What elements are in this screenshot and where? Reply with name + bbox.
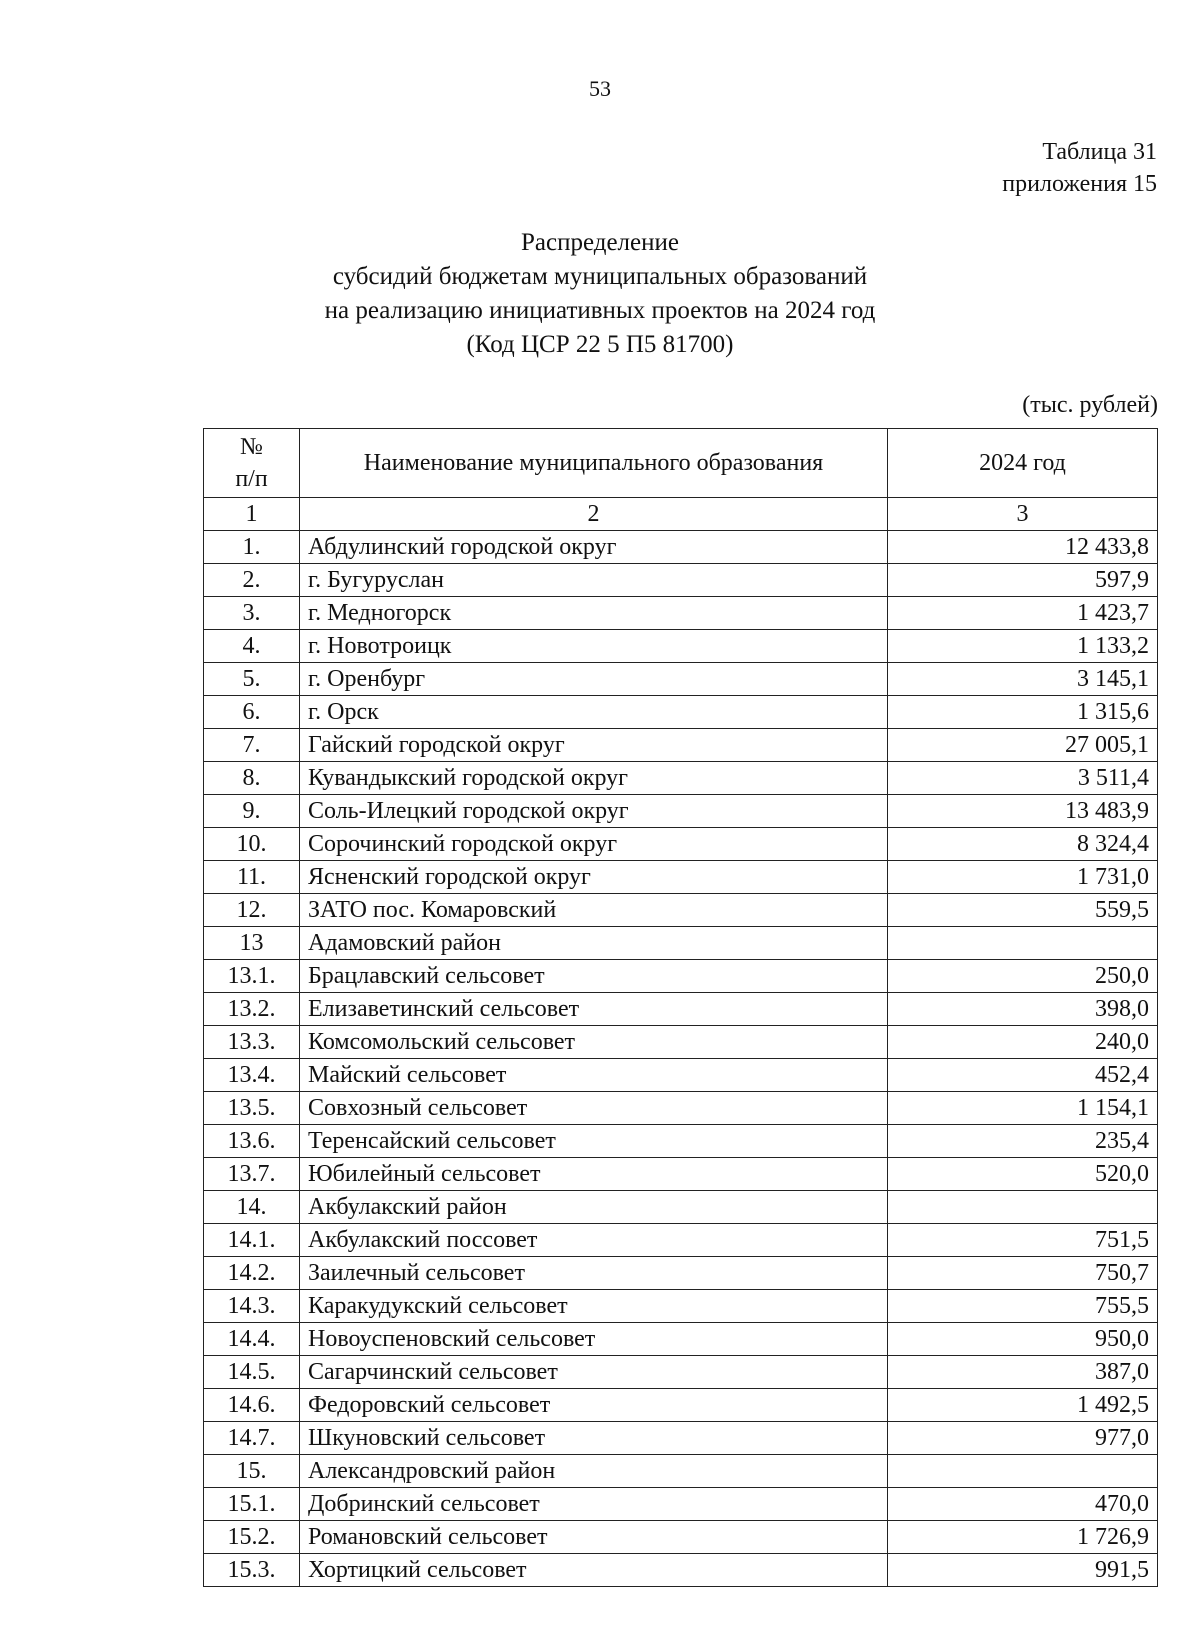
table-row [204, 894, 1158, 927]
row-number-cell: 13.1. [204, 960, 300, 993]
units-label: (тыс. рублей) [1022, 392, 1158, 418]
row-name-cell: Шкуновский сельсовет [300, 1422, 888, 1455]
row-value-cell: 250,0 [888, 960, 1158, 993]
row-value-cell: 991,5 [888, 1554, 1158, 1587]
table-header-row [204, 429, 1158, 498]
row-name-cell: г. Бугуруслан [300, 564, 888, 597]
table-row [204, 1224, 1158, 1257]
table-row [204, 762, 1158, 795]
row-value-cell: 750,7 [888, 1257, 1158, 1290]
row-value-cell: 8 324,4 [888, 828, 1158, 861]
header-num-abbrev: п/п [235, 466, 268, 492]
table-row [204, 1257, 1158, 1290]
column-number-1: 1 [204, 498, 300, 531]
row-number-cell: 6. [204, 696, 300, 729]
row-number-cell: 12. [204, 894, 300, 927]
table-row [204, 1521, 1158, 1554]
title-line-1: Распределение [521, 229, 679, 256]
title-line-3: на реализацию инициативных проектов на 2024 год [324, 297, 876, 324]
row-value-cell: 1 492,5 [888, 1389, 1158, 1422]
table-row [204, 1554, 1158, 1587]
row-number-cell: 14.4. [204, 1323, 300, 1356]
row-name-cell: Елизаветинский сельсовет [300, 993, 888, 1026]
row-value-cell: 1 133,2 [888, 630, 1158, 663]
row-value-cell: 27 005,1 [888, 729, 1158, 762]
table-row [204, 1290, 1158, 1323]
table-row [204, 630, 1158, 663]
table-row [204, 1092, 1158, 1125]
table-row [204, 1191, 1158, 1224]
row-number-cell: 13.6. [204, 1125, 300, 1158]
row-name-cell: Совхозный сельсовет [300, 1092, 888, 1125]
table-row [204, 993, 1158, 1026]
table-row [204, 1422, 1158, 1455]
row-value-cell: 3 511,4 [888, 762, 1158, 795]
row-name-cell: Хортицкий сельсовет [300, 1554, 888, 1587]
column-number-3: 3 [888, 498, 1158, 531]
row-name-cell: Гайский городской округ [300, 729, 888, 762]
row-value-cell: 398,0 [888, 993, 1158, 1026]
subsidy-table [203, 428, 1158, 1587]
row-name-cell: г. Новотроицк [300, 630, 888, 663]
row-value-cell: 452,4 [888, 1059, 1158, 1092]
table-row [204, 1125, 1158, 1158]
row-value-cell: 950,0 [888, 1323, 1158, 1356]
row-number-cell: 5. [204, 663, 300, 696]
row-name-cell: Заилечный сельсовет [300, 1257, 888, 1290]
row-value-cell: 597,9 [888, 564, 1158, 597]
table-row [204, 1059, 1158, 1092]
row-name-cell: Александровский район [300, 1455, 888, 1488]
row-name-cell: Майский сельсовет [300, 1059, 888, 1092]
row-name-cell: Соль-Илецкий городской округ [300, 795, 888, 828]
row-name-cell: ЗАТО пос. Комаровский [300, 894, 888, 927]
row-name-cell: Юбилейный сельсовет [300, 1158, 888, 1191]
table-row [204, 663, 1158, 696]
row-number-cell: 14.5. [204, 1356, 300, 1389]
table-row [204, 564, 1158, 597]
row-name-cell: Ясненский городской округ [300, 861, 888, 894]
title-line-2: субсидий бюджетам муниципальных образований [332, 263, 868, 290]
row-number-cell: 15.2. [204, 1521, 300, 1554]
row-value-cell: 1 315,6 [888, 696, 1158, 729]
table-row [204, 1455, 1158, 1488]
row-number-cell: 14.2. [204, 1257, 300, 1290]
table-row [204, 795, 1158, 828]
row-number-cell: 7. [204, 729, 300, 762]
row-value-cell: 977,0 [888, 1422, 1158, 1455]
row-value-cell: 12 433,8 [888, 531, 1158, 564]
row-name-cell: Добринский сельсовет [300, 1488, 888, 1521]
column-number-2: 2 [300, 498, 888, 531]
header-name-cell: Наименование муниципального образования [300, 429, 888, 498]
row-name-cell: Каракудукский сельсовет [300, 1290, 888, 1323]
row-name-cell: г. Орск [300, 696, 888, 729]
table-row [204, 927, 1158, 960]
title-line-4: (Код ЦСР 22 5 П5 81700) [466, 331, 734, 358]
row-name-cell: Федоровский сельсовет [300, 1389, 888, 1422]
row-value-cell: 470,0 [888, 1488, 1158, 1521]
row-number-cell: 4. [204, 630, 300, 663]
row-number-cell: 15. [204, 1455, 300, 1488]
row-name-cell: Акбулакский поссовет [300, 1224, 888, 1257]
table-row [204, 1026, 1158, 1059]
row-number-cell: 9. [204, 795, 300, 828]
row-value-cell: 1 423,7 [888, 597, 1158, 630]
header-num-cell [204, 429, 300, 498]
row-number-cell: 13.3. [204, 1026, 300, 1059]
row-number-cell: 13 [204, 927, 300, 960]
table-row [204, 696, 1158, 729]
table-label: Таблица 31 [1042, 139, 1157, 165]
row-number-cell: 1. [204, 531, 300, 564]
row-name-cell: Адамовский район [300, 927, 888, 960]
row-number-cell: 14.3. [204, 1290, 300, 1323]
row-value-cell [888, 1191, 1158, 1224]
table-row [204, 1488, 1158, 1521]
row-value-cell: 520,0 [888, 1158, 1158, 1191]
row-name-cell: Кувандыкский городской округ [300, 762, 888, 795]
row-number-cell: 13.4. [204, 1059, 300, 1092]
row-name-cell: г. Медногорск [300, 597, 888, 630]
document-title [0, 226, 1200, 362]
row-number-cell: 13.7. [204, 1158, 300, 1191]
header-year-cell: 2024 год [888, 429, 1158, 498]
row-number-cell: 14.7. [204, 1422, 300, 1455]
table-row [204, 1356, 1158, 1389]
row-number-cell: 13.5. [204, 1092, 300, 1125]
row-name-cell: Брацлавский сельсовет [300, 960, 888, 993]
row-name-cell: Новоуспеновский сельсовет [300, 1323, 888, 1356]
row-value-cell: 1 731,0 [888, 861, 1158, 894]
row-name-cell: Акбулакский район [300, 1191, 888, 1224]
row-number-cell: 8. [204, 762, 300, 795]
row-value-cell: 1 726,9 [888, 1521, 1158, 1554]
row-name-cell: Сорочинский городской округ [300, 828, 888, 861]
row-value-cell [888, 1455, 1158, 1488]
row-number-cell: 13.2. [204, 993, 300, 1026]
row-number-cell: 14.6. [204, 1389, 300, 1422]
table-row [204, 861, 1158, 894]
row-value-cell: 751,5 [888, 1224, 1158, 1257]
row-value-cell: 755,5 [888, 1290, 1158, 1323]
row-value-cell: 387,0 [888, 1356, 1158, 1389]
row-number-cell: 15.3. [204, 1554, 300, 1587]
row-name-cell: Сагарчинский сельсовет [300, 1356, 888, 1389]
row-value-cell: 1 154,1 [888, 1092, 1158, 1125]
page-number: 53 [589, 76, 611, 101]
table-row [204, 1158, 1158, 1191]
column-numbers-row [204, 498, 1158, 531]
table-row [204, 531, 1158, 564]
row-number-cell: 11. [204, 861, 300, 894]
row-value-cell: 559,5 [888, 894, 1158, 927]
row-number-cell: 3. [204, 597, 300, 630]
row-name-cell: Романовский сельсовет [300, 1521, 888, 1554]
row-name-cell: г. Оренбург [300, 663, 888, 696]
row-value-cell [888, 927, 1158, 960]
row-number-cell: 14.1. [204, 1224, 300, 1257]
table-row [204, 597, 1158, 630]
row-value-cell: 13 483,9 [888, 795, 1158, 828]
row-name-cell: Теренсайский сельсовет [300, 1125, 888, 1158]
table-row [204, 729, 1158, 762]
header-num-symbol: № [240, 434, 263, 460]
row-value-cell: 240,0 [888, 1026, 1158, 1059]
row-number-cell: 10. [204, 828, 300, 861]
row-number-cell: 14. [204, 1191, 300, 1224]
row-number-cell: 15.1. [204, 1488, 300, 1521]
row-value-cell: 3 145,1 [888, 663, 1158, 696]
table-row [204, 828, 1158, 861]
row-number-cell: 2. [204, 564, 300, 597]
row-value-cell: 235,4 [888, 1125, 1158, 1158]
appendix-label: приложения 15 [1002, 171, 1157, 197]
table-row [204, 960, 1158, 993]
row-name-cell: Абдулинский городской округ [300, 531, 888, 564]
table-row [204, 1389, 1158, 1422]
table-row [204, 1323, 1158, 1356]
appendix-reference [1002, 136, 1157, 200]
row-name-cell: Комсомольский сельсовет [300, 1026, 888, 1059]
